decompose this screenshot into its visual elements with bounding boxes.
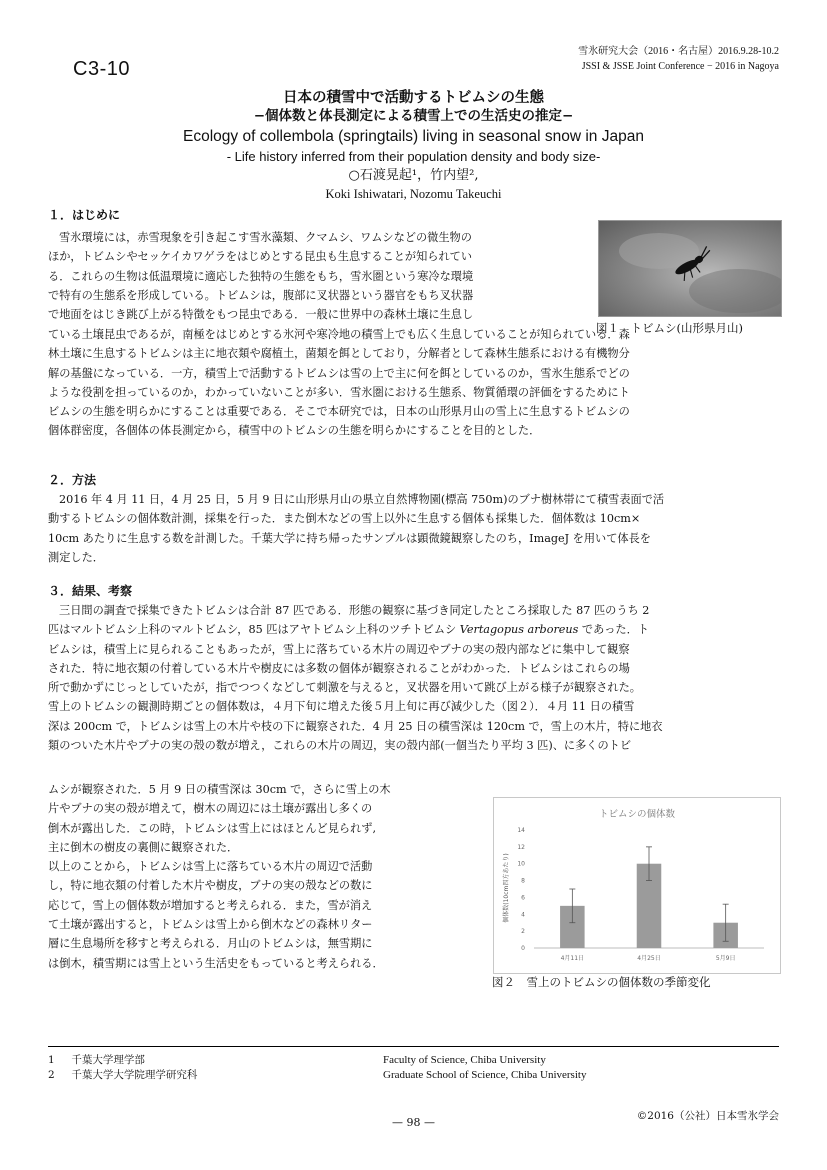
text-line: 個体群密度，各個体の体長測定から，積雪中のトビムシの生態を明らかにすることを目的とした．	[48, 424, 541, 438]
subtitle-english: - Life history inferred from their population density and body size-	[226, 149, 601, 164]
text-line: ビムシは，積雪上に見られることもあったが，雪上に落ちている木片の周辺やブナの実の殻内部などに集中して観察	[48, 642, 630, 656]
text-line: 以上のことから，トビムシは雪上に落ちている木片の周辺で活動	[48, 860, 373, 874]
text-line: 層に生息場所を移すと考えられる．月山のトビムシは，無雪期に	[48, 937, 373, 951]
population-chart	[493, 797, 781, 974]
population-chart-svg	[494, 798, 780, 973]
text-line: 主に倒木の樹皮の裏側に観察された．	[48, 840, 239, 854]
section-heading-results: ３．結果、考察	[48, 584, 133, 598]
y-tick-label: 4	[521, 911, 525, 919]
text-line: 匹はマルトビムシ上科のマルトビムシ，85 匹はアヤトビムシ上科のツチトビムシ Vertagopus arboreus であった．ト	[48, 623, 649, 637]
text-line: 雪氷環境には，赤雪現象を引き起こす雪氷藻類、クマムシ、ワムシなどの微生物の	[59, 231, 472, 244]
section-heading-introduction: １．はじめに	[48, 208, 121, 222]
copyright: ©2016（公社）日本雪氷学会	[636, 1110, 779, 1122]
footnote-1-english: Faculty of Science, Chiba University	[383, 1054, 546, 1066]
figure1-caption: 図１ トビムシ(山形県月山)	[596, 321, 743, 335]
methods-text	[48, 490, 779, 567]
x-tick-label: 4月25日	[637, 955, 661, 962]
text-line: 2016 年 4 月 11 日，4 月 25 日，5 月 9 日に山形県月山の県立自然博物園(標高 750m)のブナ樹林帯にて積雪表面で活	[59, 493, 665, 506]
text-line: で地面をはじき跳び上がる特徴をもつ昆虫である．一般に世界中の森林土壌に生息し	[48, 308, 474, 322]
authors-english: Koki Ishiwatari, Nozomu Takeuchi	[325, 187, 502, 201]
subtitle-japanese: −個体数と体長測定による積雪上での生活史の推定−	[253, 108, 574, 124]
footnote-2	[48, 1068, 197, 1083]
springtail-photo	[598, 220, 782, 317]
y-tick-label: 12	[517, 843, 525, 851]
title-japanese: 日本の積雪中で活動するトビムシの生態	[283, 89, 544, 106]
text-line: 三日間の調査で採集できたトビムシは合計 87 匹である．形態の観察に基づき同定したところ採取した 87 匹のうち 2	[59, 604, 650, 617]
text-line: 片やブナの実の殻が増えて，樹木の周辺には土壌が露出し多くの	[48, 802, 373, 816]
text-line: で特有の生態系を形成している。トビムシは，腹部に叉状器という器官をもち叉状器	[48, 288, 474, 302]
text-line: 類のついた木片やブナの実の殻の数が増え，これらの木片の周辺，実の殻内部(一個当たり平均 3 匹)、に多くのトビ	[48, 739, 632, 753]
text-line: ような役割を担っているのか，わかっていないことが多い．雪氷圏における生態系、物質循環の評価をするためにト	[48, 385, 630, 399]
paper-code: C3-10	[73, 58, 130, 80]
text-line: 動するトビムシの個体数計測，採集を行った．また倒木などの雪上以外に生息する個体も採集した．個体数は 10cm×	[48, 512, 641, 526]
footnote-2-english: Graduate School of Science, Chiba University	[383, 1069, 587, 1081]
figure2-caption: 図２ 雪上のトビムシの個体数の季節変化	[492, 975, 711, 989]
page-number: — 98 —	[392, 1116, 435, 1129]
x-tick-label: 5月9日	[715, 955, 736, 962]
text-line: 測定した．	[48, 550, 104, 564]
chart-y-axis-label: 個体数(10cm四方あたり)	[503, 853, 510, 923]
footnote-number: 2	[48, 1069, 55, 1081]
text-line: て土壌が露出すると，トビムシは雪上から倒木などの森林リター	[48, 918, 373, 932]
text-line: し，特に地衣類の付着した木片や樹皮，ブナの実の殻などの数に	[48, 879, 373, 893]
text-line: は倒木，積雪期には雪上という生活史をもっていると考えられる．	[48, 956, 384, 970]
footnote-1	[48, 1053, 145, 1068]
y-tick-label: 14	[517, 827, 525, 834]
text-line: ている土壌昆虫であるが，南極をはじめとする氷河や寒冷地の積雪上でも広く生息していることが知られている．森	[48, 328, 630, 341]
intro-wrapped-text	[48, 228, 583, 324]
chart-title: トビムシの個体数	[598, 809, 676, 820]
footnote-affiliation-ja: 千葉大学大学院理学研究科	[71, 1069, 198, 1081]
text-line: 雪上のトビムシの観測時期ごとの個体数は，４月下旬に増えた後５月上旬に再び減少した（図２）．４月 11 日の積雪	[48, 700, 635, 714]
footnote-number: 1	[48, 1054, 55, 1066]
text-line: 解の基盤になっている．一方，積雪上で活動するトビムシは雪の上で主に何を餌としているのか，雪氷生態系でどの	[48, 366, 630, 380]
footnote-affiliation-ja: 千葉大学理学部	[71, 1054, 145, 1066]
text-line: る．これらの生物は低温環境に適応した独特の生態をもち，雪氷圏という寒冷な環境	[48, 269, 474, 283]
text-line: された．特に地衣類の付着している木片や樹皮には多数の個体が観察されることがわかった．トビムシはこれらの場	[48, 661, 630, 675]
results-wrapped-text	[48, 780, 468, 973]
text-line: ほか，トビムシやセッケイカワゲラをはじめとする昆虫も生息することが知られてい	[48, 250, 473, 264]
species-name: Vertagopus arboreus	[459, 623, 579, 637]
conference-line-ja: 雪氷研究大会（2016・名古屋）2016.9.28-10.2	[578, 46, 779, 57]
text-line: ムシが観察された．5 月 9 日の積雪深は 30cm で，さらに雪上の木	[48, 783, 391, 796]
y-tick-label: 6	[521, 894, 525, 902]
results-full-text	[48, 601, 779, 755]
authors-japanese: ○石渡晃起¹，竹内望²,	[348, 168, 479, 183]
y-tick-label: 8	[521, 877, 525, 885]
x-tick-label: 4月11日	[560, 955, 585, 962]
text-line: 所で動かずにじっとしていたが，指でつつくなどして刺激を与えると，叉状器を用いて跳び上がる様子が観察された。	[48, 681, 641, 695]
text-line: ビムシの生態を明らかにすることは重要である．そこで本研究では，日本の山形県月山の雪上に生息するトビムシの	[48, 405, 630, 419]
springtail-icon	[599, 221, 781, 316]
intro-full-text	[48, 325, 779, 441]
y-tick-label: 10	[517, 860, 525, 868]
conference-info	[578, 44, 779, 74]
text-line: 応じて，雪上の個体数が増加すると考えられる．また，雪が消え	[48, 898, 373, 912]
section-heading-methods: ２．方法	[48, 473, 97, 487]
y-tick-label: 2	[521, 928, 525, 936]
footnote-divider	[48, 1046, 779, 1047]
text-line: 10cm あたりに生息する数を計測した。千葉大学に持ち帰ったサンプルは顕微鏡観察したのち，ImageJ を用いて体長を	[48, 531, 651, 545]
y-tick-label: 0	[521, 945, 525, 952]
text-line: 倒木が露出した．この時，トビムシは雪上にはほとんど見られず,	[48, 821, 376, 835]
title-english: Ecology of collembola (springtails) living in seasonal snow in Japan	[183, 128, 644, 145]
text-line: 林土壌に生息するトビムシは主に地衣類や腐植土，菌類を餌としており，分解者として森林生態系における有機物分	[48, 347, 630, 361]
text-line: 深は 200cm で，トビムシは雪上の木片や枝の下に観察された．4 月 25 日の積雪深は 120cm で，雪上の木片，特に地衣	[48, 719, 663, 733]
conference-line-en: JSSI & JSSE Joint Conference − 2016 in Nagoya	[581, 61, 779, 72]
title-block	[0, 88, 827, 203]
